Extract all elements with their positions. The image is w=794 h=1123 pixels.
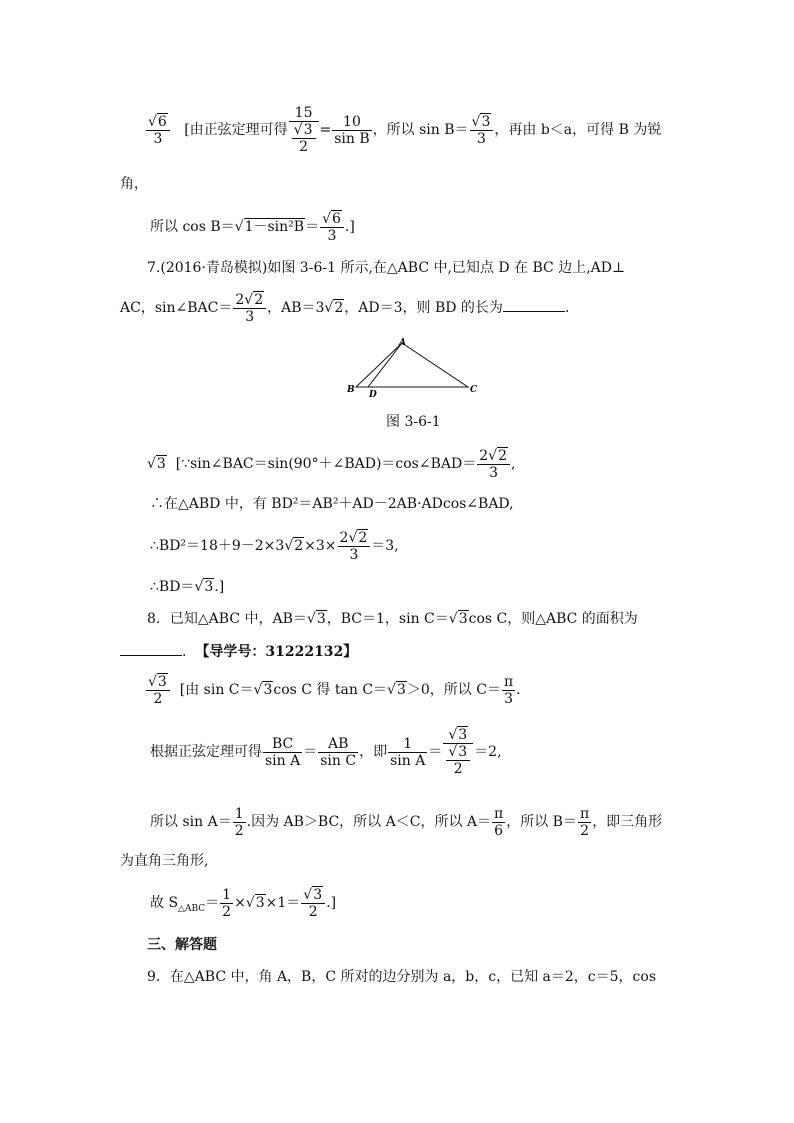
q8-answer-line5: 故 $S_{\triangle ABC}=$ $\frac{1}{2}$ ×√ 3×1＝ √ $\frac{3}{2}$ .]: [150, 883, 336, 929]
q6-frac2: $\frac{10}{\text{sin B}}$: [334, 113, 370, 147]
label-b: B: [347, 385, 355, 395]
q6-answer-line3: 所以 cos B＝√ 1－sin²B＝ √ $\frac{6}{3}$ .]: [150, 207, 355, 247]
triangle-figure: [340, 337, 480, 403]
q7-answer-line2: ∴在△ABD 中，有 BD²＝AB²＋AD－2AB·ADcos∠BAD,: [150, 496, 514, 512]
label-d: D: [369, 390, 377, 400]
section-heading: 三、解答题: [147, 937, 217, 953]
q8-answer-line4: 为直角三角形,: [120, 853, 209, 869]
q8-answer-line3: 所以 sin A＝ $\frac{1}{2}$ .因为 AB＞BC，所以 A＜C，所以 A＝ $\frac{\pi}{6}$ ，所以 B＝ $\frac{\pi}{2}$ ，即三角形: [150, 805, 663, 839]
q6-frac3: √ $\frac{3}{3}$: [470, 114, 494, 147]
q8-answer-line1: √ $\frac{3}{2}$ [由 sin C＝√ 3cos C 得 tan C＝√ 3＞0，所以 C＝ $\frac{\pi}{3}$ .: [145, 668, 521, 712]
q6-frac1: 15 √ $\frac{3}{2}$: [289, 105, 319, 155]
q6-answer-fraction: √ $\frac{6}{3}$: [146, 114, 170, 147]
guide-number: 【导学号：31222132】: [195, 644, 358, 660]
label-a: A: [399, 338, 406, 348]
q7-line1: 7.(2016·青岛模拟)如图 3-6-1 所示,在△ABC 中,已知点 D 在 BC 边上,AD⊥: [147, 260, 626, 276]
figure-caption: 图 3-6-1: [386, 414, 441, 430]
q8-line2: . 【导学号：31222132】: [120, 641, 357, 662]
label-c: C: [470, 385, 478, 395]
q8-answer-blank: [120, 641, 182, 656]
q7-line2: AC，sin∠BAC＝ $\frac{2√ 2}{3}$ ，AB＝3√ 2，AD＝3，则 BD 的长为 .: [120, 288, 569, 328]
q7-answer-line3: ∴BD²＝18＋9－2×3√ 2×3× $\frac{2√ 2}{3}$ ＝3,: [150, 526, 399, 566]
q8-answer-line2: 根据正弦定理可得 $\frac{BC}{\text{sin A}}$ ＝ $\frac{AB}{\text{sin C}}$ ，即 $\frac{1}{\text{sin A}}$ ＝ √ 3 √ $\frac{3}{2}$ ＝2,: [150, 720, 502, 784]
q6-answer-line1: √ $\frac{6}{3}$ [由正弦定理可得 15 √ $\frac{3}{2}$ = $\frac{10}{\text{sin B}}$ ，所以 sin B＝ √ $\frac{3}{3}$ ，再由 b＜a，可得 B 为锐: [145, 100, 661, 160]
q7-answer-line1: √ 3 [∵sin∠BAC＝sin(90°＋∠BAD)＝cos∠BAD＝ $\frac{2√ 2}{3}$ ,: [147, 444, 515, 484]
q7-answer-line4: ∴BD＝√ 3.]: [150, 577, 224, 597]
q8-line1: 8．已知△ABC 中，AB＝√ 3，BC＝1，sin C＝√ 3cos C，则△ABC 的面积为: [147, 609, 638, 629]
q9-line1: 9．在△ABC 中，角 A，B，C 所对的边分别为 a，b，c，已知 a＝2，c＝5，cos: [147, 969, 657, 985]
q6-answer-line2: 角，: [120, 176, 148, 192]
q7-answer-blank: [503, 297, 565, 312]
